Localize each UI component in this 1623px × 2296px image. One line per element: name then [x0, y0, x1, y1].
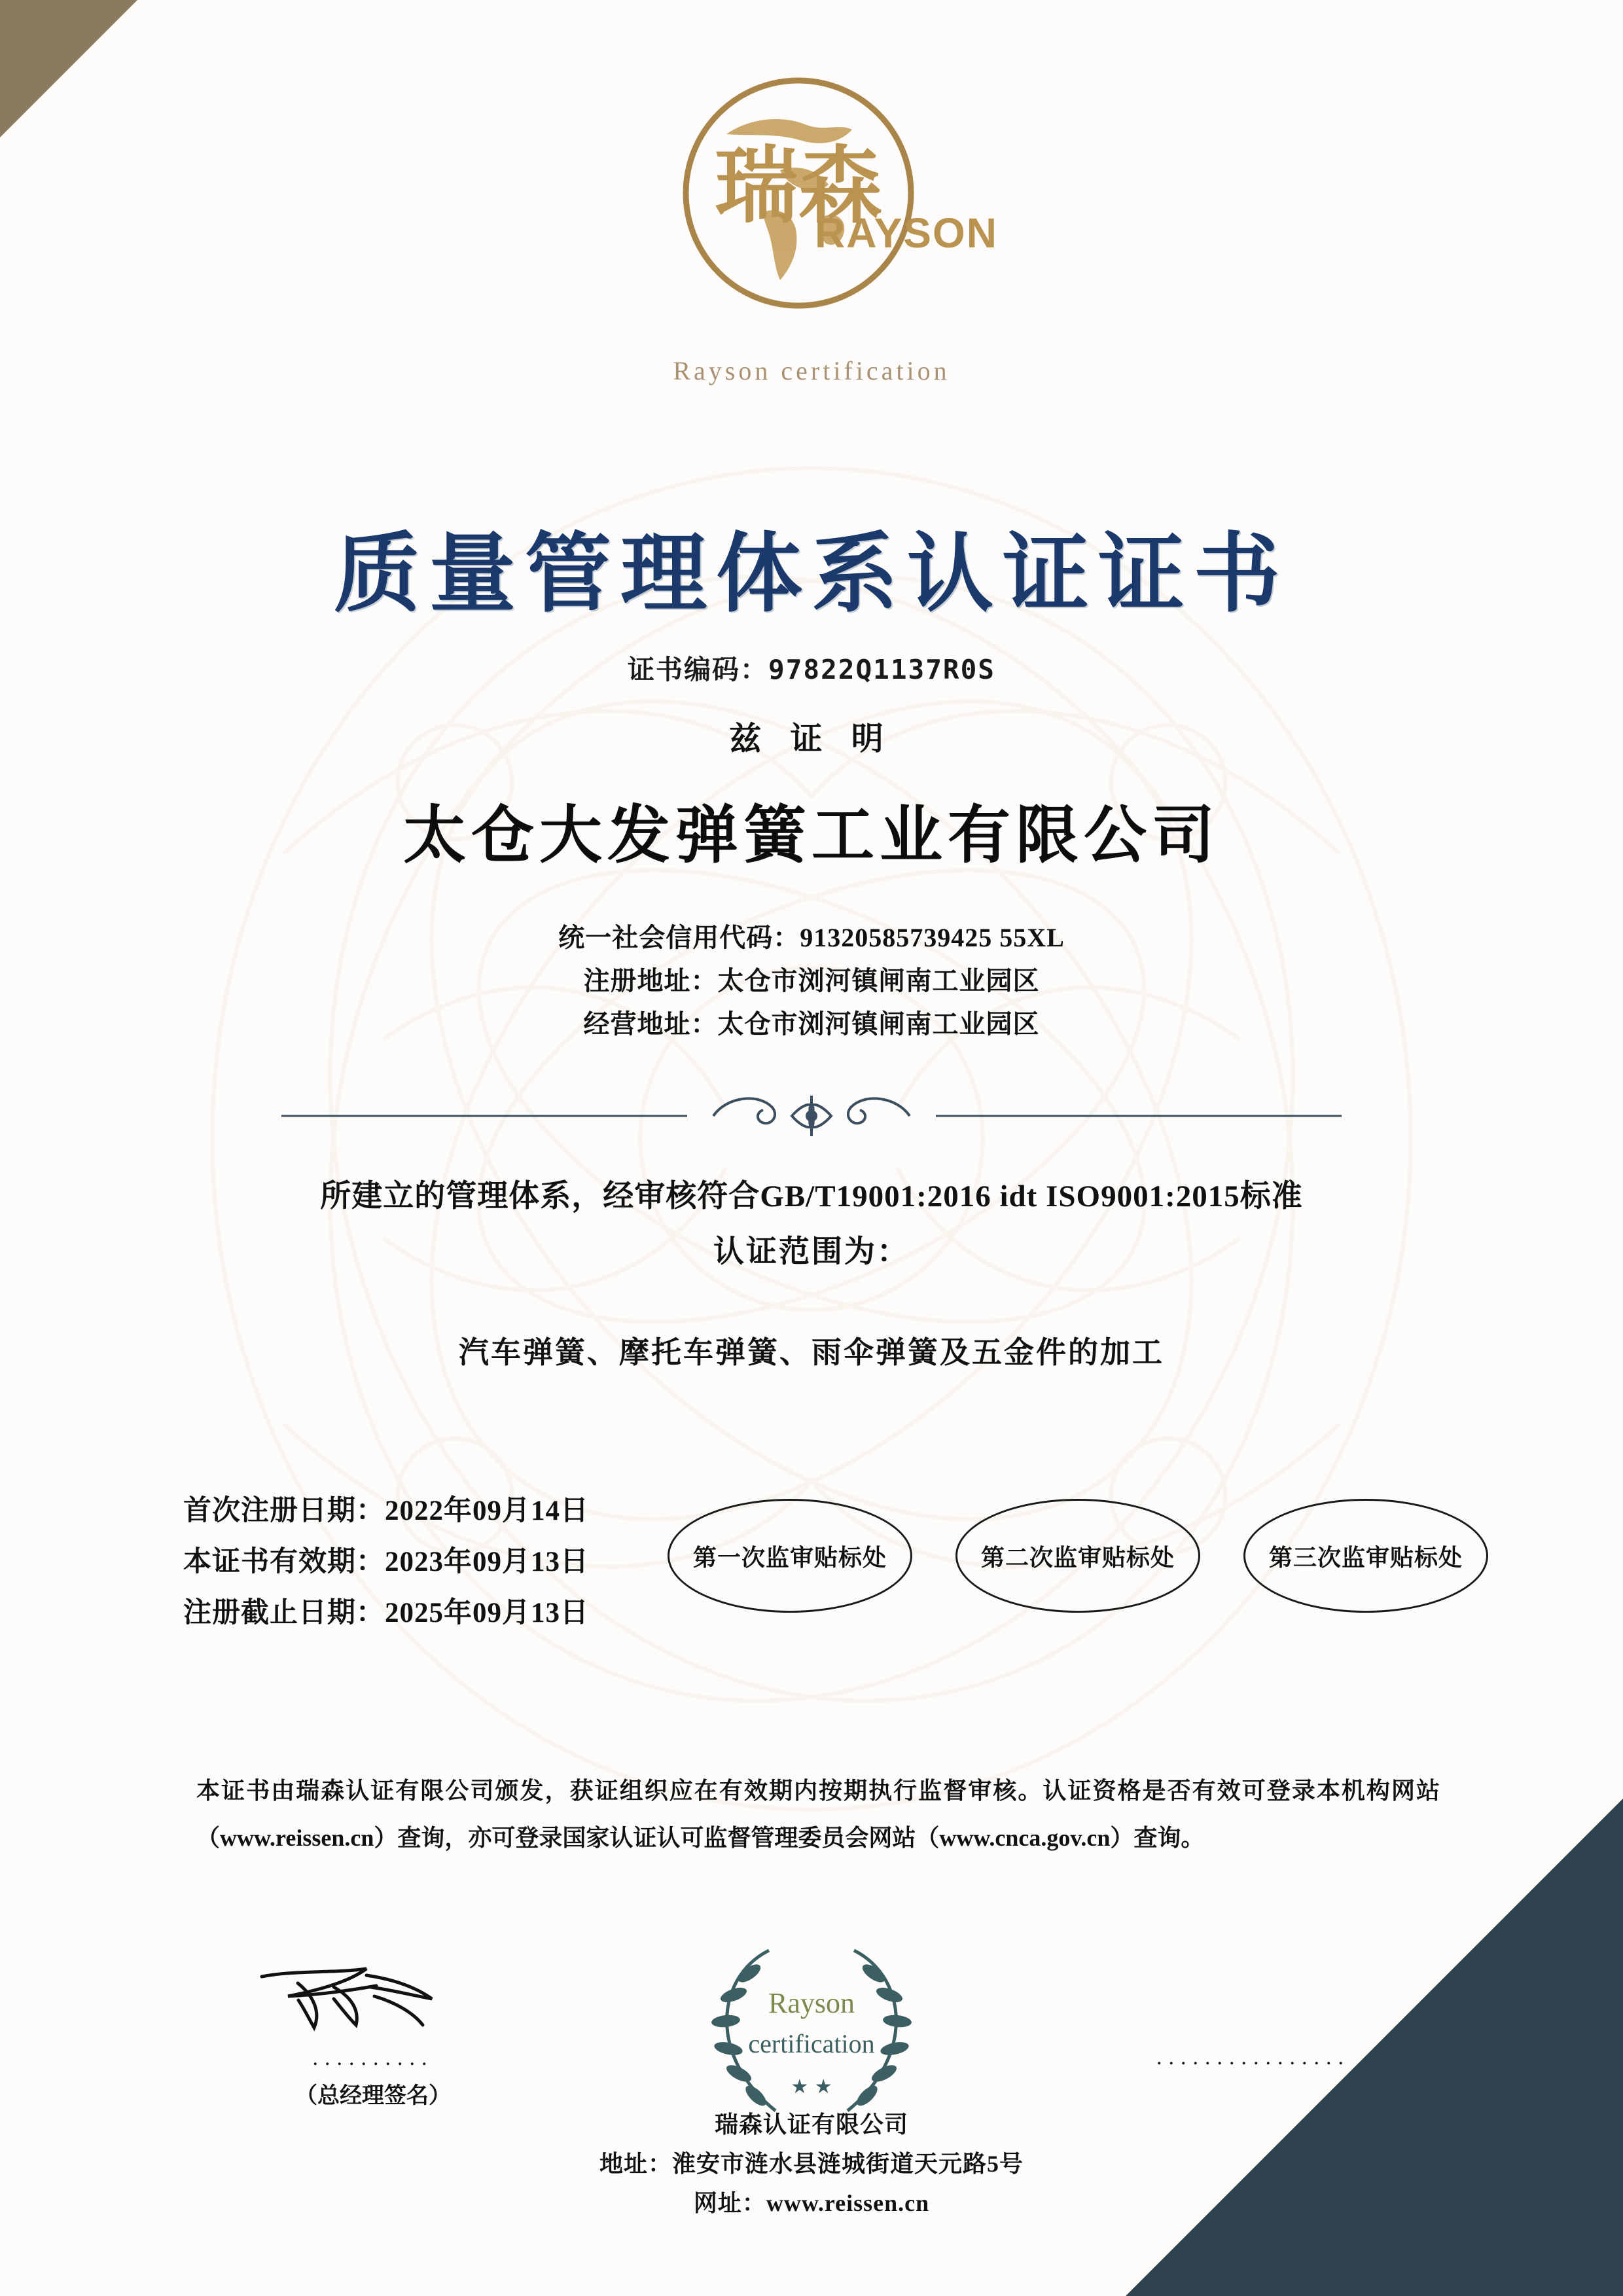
ornament-divider — [255, 1086, 1368, 1145]
certificate-title: 质量管理体系认证证书 — [334, 523, 1289, 624]
seal-line-1: Rayson — [768, 1987, 855, 2019]
company-name: 太仓大发弹簧工业有限公司 — [403, 798, 1220, 872]
brand-logo — [0, 72, 1623, 386]
validity-date: 本证书有效期：2023年09月13日 — [183, 1547, 589, 1577]
footer-organization: 瑞森认证有限公司 — [714, 2111, 908, 2138]
signature-block — [216, 1957, 530, 2109]
footer-address: 地址：淮安市涟水县涟城街道天元路5号 — [599, 2151, 1024, 2177]
business-address-line: 经营地址：太仓市浏河镇闸南工业园区 — [583, 1009, 1040, 1039]
certificate-number-value: 97822Q1137R0S — [768, 654, 995, 685]
credit-code-line: 统一社会信用代码：91320585739425 55XL — [558, 923, 1065, 952]
surveillance-oval-1: 第一次监审贴标处 — [668, 1499, 912, 1613]
date-block — [183, 1486, 589, 1639]
certificate-number-label: 证书编码： — [628, 654, 769, 685]
stamp-dots: ................ — [1156, 2045, 1350, 2070]
standard-statement: 所建立的管理体系，经审核符合GB/T19001:2016 idt ISO9001:2015标准 — [320, 1179, 1303, 1213]
registered-address-line: 注册地址：太仓市浏河镇闸南工业园区 — [583, 966, 1040, 996]
seal-stars: ★ ★ — [791, 2075, 832, 2098]
footer-website: 网址：www.reissen.cn — [693, 2190, 930, 2216]
logo-chinese-text: 瑞森 — [714, 137, 883, 235]
signature-icon — [236, 1957, 510, 2042]
surveillance-oval-3: 第三次监审贴标处 — [1243, 1499, 1488, 1613]
surveillance-sticker-area — [668, 1499, 1488, 1613]
signature-dots: .......... — [312, 2046, 434, 2070]
footer — [0, 2105, 1623, 2223]
logo-english-text: RAYSON — [815, 209, 998, 257]
signature-label: （总经理签名） — [295, 2084, 451, 2108]
expiry-date: 注册截止日期：2025年09月13日 — [183, 1598, 589, 1628]
globe-logo-icon — [609, 72, 1014, 334]
logo-tagline: Rayson certification — [673, 356, 950, 386]
first-registration-date: 首次注册日期：2022年09月14日 — [183, 1496, 589, 1526]
scope-label: 认证范围为： — [713, 1235, 910, 1269]
seal-line-2: certification — [748, 2029, 875, 2058]
certificate-number — [0, 648, 1623, 687]
certificate-note: 本证书由瑞森认证有限公司颁发，获证组织应在有效期内按期执行监督审核。认证资格是否有效可登录本机构网站（www.reissen.cn）查询，亦可登录国家认证认可监督管理委员会网站（www.cnca.gov.cn）查询。 — [196, 1778, 1440, 1851]
scope-text: 汽车弹簧、摩托车弹簧、雨伞弹簧及五金件的加工 — [459, 1336, 1164, 1369]
surveillance-oval-2: 第二次监审贴标处 — [955, 1499, 1200, 1613]
company-details — [0, 916, 1623, 1046]
hereby-certify-text: 兹 证 明 — [729, 721, 894, 757]
